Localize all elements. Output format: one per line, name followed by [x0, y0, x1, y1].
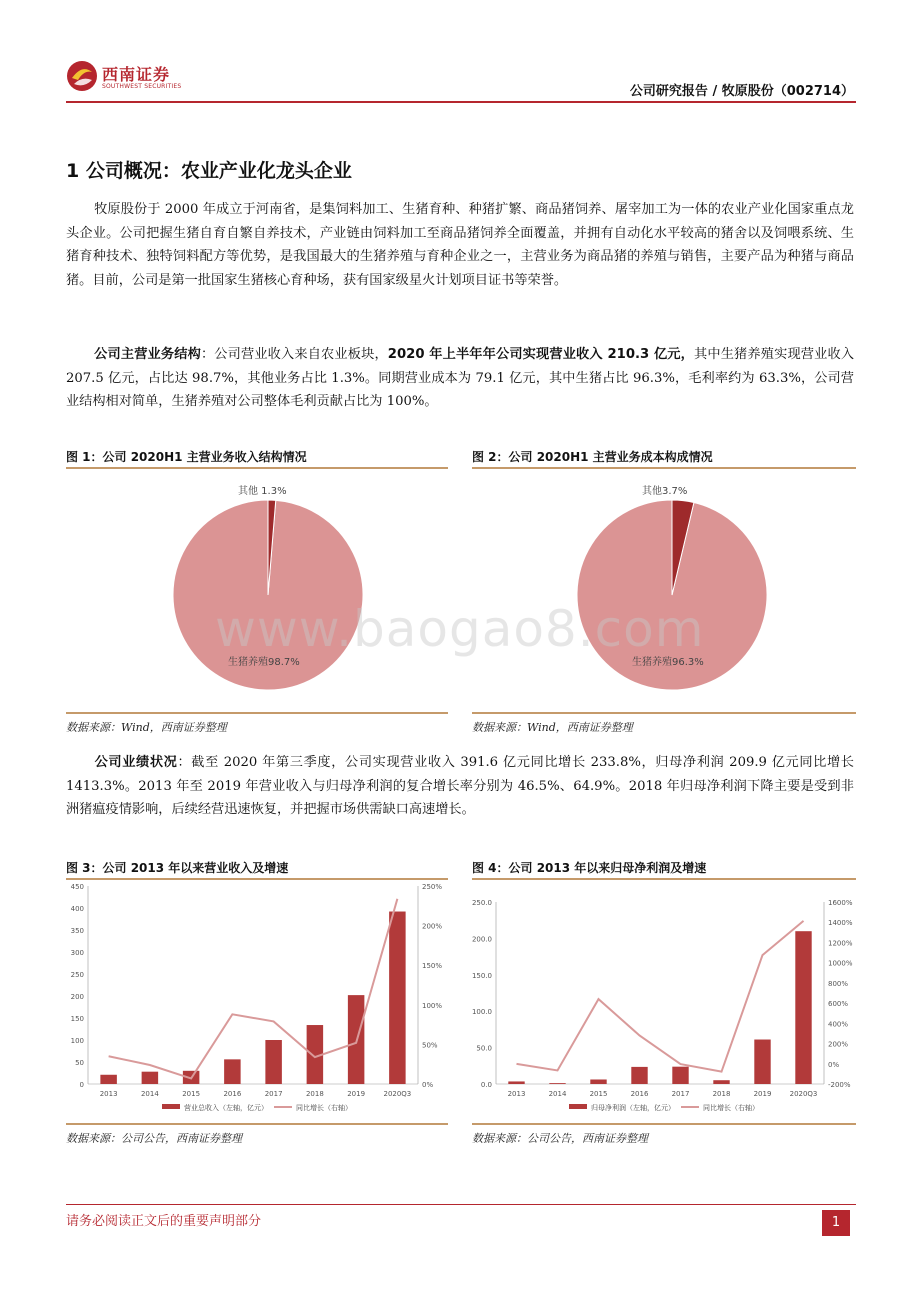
chart4-left-tick: 0.0 [480, 1081, 492, 1089]
company-logo [66, 58, 196, 98]
chart4-left-tick: 250.0 [472, 899, 492, 907]
figure3-bottom-rule [66, 1123, 448, 1125]
chart4-right-tick: 0% [828, 1060, 840, 1069]
chart4-right-tick: 600% [828, 1000, 849, 1009]
footer-divider [66, 1204, 856, 1205]
chart3-x-tick-2016: 2016 [223, 1090, 242, 1098]
business-structure-text-b: 其中生猪养殖实现营业收入 207.5 亿元，占比达 98.7%，其他业务占比 1.3%。同期营业成本为 79.1 亿元，其中生猪占比 96.3%，毛利率约为 63.3%，公司营业结构相对简单，生猪养殖对公司整体毛利贡献占比为 100%。 [66, 347, 855, 410]
pie1-label-other: 其他 1.3% [238, 486, 287, 497]
chart4-x-tick-2020Q3: 2020Q3 [789, 1090, 818, 1098]
logo-subtitle: SOUTHWEST SECURITIES [102, 83, 182, 90]
chart3-right-tick: 100% [422, 1001, 443, 1010]
chart4-bar-2015 [590, 1079, 606, 1084]
chart4-right-tick: 1000% [828, 959, 853, 968]
page-number: 1 [822, 1210, 850, 1236]
figure1-top-rule [66, 467, 448, 469]
chart3-left-tick: 350 [70, 927, 84, 935]
chart4-bar-2014 [549, 1083, 565, 1084]
figure4-bottom-rule [472, 1123, 856, 1125]
chart3-x-tick-2018: 2018 [305, 1090, 324, 1098]
performance-label: 公司业绩状况 [94, 755, 178, 770]
chart4-bar-2019 [754, 1040, 770, 1084]
chart3-bar-2016 [224, 1059, 241, 1084]
figure4-combo-chart [472, 880, 856, 1122]
pie1-label-pig-farming: 生猪养殖98.7% [228, 657, 300, 668]
chart4-x-tick-2016: 2016 [630, 1090, 649, 1098]
logo-emblem-icon [66, 60, 98, 92]
paragraph-overview [66, 198, 854, 292]
chart4-bar-2018 [713, 1080, 729, 1084]
chart3-left-tick: 300 [70, 949, 84, 957]
chart4-right-tick: 1400% [828, 919, 853, 928]
figure4-source: 数据来源：公司公告，西南证券整理 [472, 1132, 648, 1145]
chart3-right-tick: 0% [422, 1081, 434, 1089]
business-structure-text-a: ：公司营业收入来自农业板块， [200, 347, 388, 362]
chart3-x-tick-2020Q3: 2020Q3 [383, 1090, 412, 1098]
pie2-label-other: 其他3.7% [642, 486, 688, 497]
chart4-right-tick: 1200% [828, 939, 853, 948]
chart3-bar-2020Q3 [389, 912, 406, 1084]
chart4-right-tick: 1600% [828, 899, 853, 907]
chart3-right-tick: 200% [422, 922, 443, 931]
figure1-title: 图 1：公司 2020H1 主营业务收入结构情况 [66, 450, 307, 464]
chart3-right-tick: 150% [422, 962, 443, 971]
chart3-x-tick-2014: 2014 [140, 1090, 159, 1098]
chart3-right-tick: 250% [422, 883, 443, 891]
performance-text: ：截至 2020 年第三季度，公司实现营业收入 391.6 亿元同比增长 233.8%，归母净利润 209.9 亿元同比增长 1413.3%。2013 年至 2019 年营业收入与归母净利润的复合增长率分别为 46.5%、64.9%。2018 年归母净利润下降主要是受到非洲猪瘟疫情影响，后续经营迅速恢复，并把握市场供需缺口高速增长。 [66, 755, 854, 818]
paragraph-business-structure [66, 343, 854, 414]
chart4-right-tick: 400% [828, 1020, 849, 1029]
logo-name: 西南证券 [102, 65, 171, 84]
chart3-x-tick-2015: 2015 [182, 1090, 201, 1098]
chart4-right-tick: 200% [828, 1040, 849, 1049]
figure1-bottom-rule [66, 712, 448, 714]
chart3-x-tick-2013: 2013 [99, 1090, 118, 1098]
chart3-x-tick-2019: 2019 [347, 1090, 366, 1098]
chart4-left-tick: 100.0 [472, 1008, 492, 1017]
chart4-legend-line-label: 同比增长（右轴） [703, 1104, 759, 1112]
figure1-pie-chart [66, 470, 448, 710]
chart4-x-tick-2019: 2019 [753, 1090, 772, 1098]
chart3-x-tick-2017: 2017 [264, 1090, 283, 1098]
chart4-left-tick: 150.0 [472, 971, 492, 980]
chart3-bar-2014 [142, 1072, 159, 1084]
chart4-bar-2017 [672, 1067, 688, 1084]
chart3-left-tick: 400 [70, 905, 84, 913]
chart4-right-tick: -200% [828, 1081, 851, 1089]
chart3-left-tick: 450 [70, 883, 84, 891]
chart4-legend-bar-label: 归母净利润（左轴，亿元） [591, 1104, 675, 1112]
chart3-left-tick: 200 [70, 993, 84, 1001]
chart4-bar-2013 [508, 1081, 524, 1084]
footer-notice: 请务必阅读正文后的重要声明部分 [66, 1214, 262, 1229]
section-title: 1 公司概况：农业产业化龙头企业 [66, 160, 352, 182]
chart3-legend-line-label: 同比增长（右轴） [296, 1104, 352, 1112]
figure3-title: 图 3：公司 2013 年以来营业收入及增速 [66, 861, 289, 875]
chart4-x-tick-2015: 2015 [589, 1090, 608, 1098]
chart3-left-tick: 250 [70, 971, 84, 979]
business-structure-label: 公司主营业务结构 [94, 347, 201, 362]
paragraph-overview-text: 牧原股份于 2000 年成立于河南省，是集饲料加工、生猪育种、种猪扩繁、商品猪饲养、屠宰加工为一体的农业产业化国家重点龙头企业。公司把握生猪自育自繁自养技术，产业链由饲料加工至商品猪饲养全面覆盖，并拥有自动化水平较高的猪舍以及饲喂系统、生猪育种技术、独特饲料配方等优势，是我国最大的生猪养殖与育种企业之一，主营业务为商品猪的养殖与销售，主要产品为种猪与商品猪。目前，公司是第一批国家生猪核心育种场，获有国家级星火计划项目证书等荣誉。 [66, 202, 854, 288]
chart4-left-tick: 50.0 [476, 1044, 492, 1053]
chart3-bar-2013 [100, 1075, 117, 1084]
watermark: www.baogao8.com [215, 600, 705, 658]
figure3-combo-chart [66, 880, 448, 1122]
chart4-legend-bar-swatch [569, 1104, 587, 1109]
business-structure-highlight: 2020 年上半年年公司实现营业收入 210.3 亿元， [387, 347, 695, 362]
chart3-left-tick: 50 [75, 1059, 84, 1067]
chart3-legend-bar-swatch [162, 1104, 180, 1109]
chart3-left-tick: 0 [79, 1081, 84, 1089]
chart3-left-tick: 100 [70, 1037, 84, 1045]
chart4-x-tick-2014: 2014 [548, 1090, 567, 1098]
chart3-right-tick: 50% [422, 1041, 438, 1050]
chart3-legend-bar-label: 营业总收入（左轴，亿元） [184, 1104, 268, 1112]
chart4-left-tick: 200.0 [472, 935, 492, 944]
figure2-top-rule [472, 467, 856, 469]
figure3-source: 数据来源：公司公告，西南证券整理 [66, 1132, 242, 1145]
chart3-bar-2017 [265, 1040, 282, 1084]
figure2-pie-chart [472, 470, 856, 710]
figure4-title: 图 4：公司 2013 年以来归母净利润及增速 [472, 861, 707, 875]
chart4-x-tick-2017: 2017 [671, 1090, 690, 1098]
header-divider [66, 101, 856, 103]
chart4-x-tick-2013: 2013 [507, 1090, 526, 1098]
pie2-label-pig-farming: 生猪养殖96.3% [632, 657, 704, 668]
figure2-bottom-rule [472, 712, 856, 714]
chart4-right-tick: 800% [828, 979, 849, 988]
chart4-x-tick-2018: 2018 [712, 1090, 731, 1098]
figure2-title: 图 2：公司 2020H1 主营业务成本构成情况 [472, 450, 713, 464]
figure1-source: 数据来源：Wind，西南证券整理 [66, 721, 227, 734]
report-label: 公司研究报告 / 牧原股份（002714） [629, 84, 854, 99]
chart4-bar-2016 [631, 1067, 647, 1084]
figure2-source: 数据来源：Wind，西南证券整理 [472, 721, 633, 734]
paragraph-performance [66, 751, 854, 822]
chart3-left-tick: 150 [70, 1015, 84, 1023]
chart4-bar-2020Q3 [795, 931, 811, 1084]
